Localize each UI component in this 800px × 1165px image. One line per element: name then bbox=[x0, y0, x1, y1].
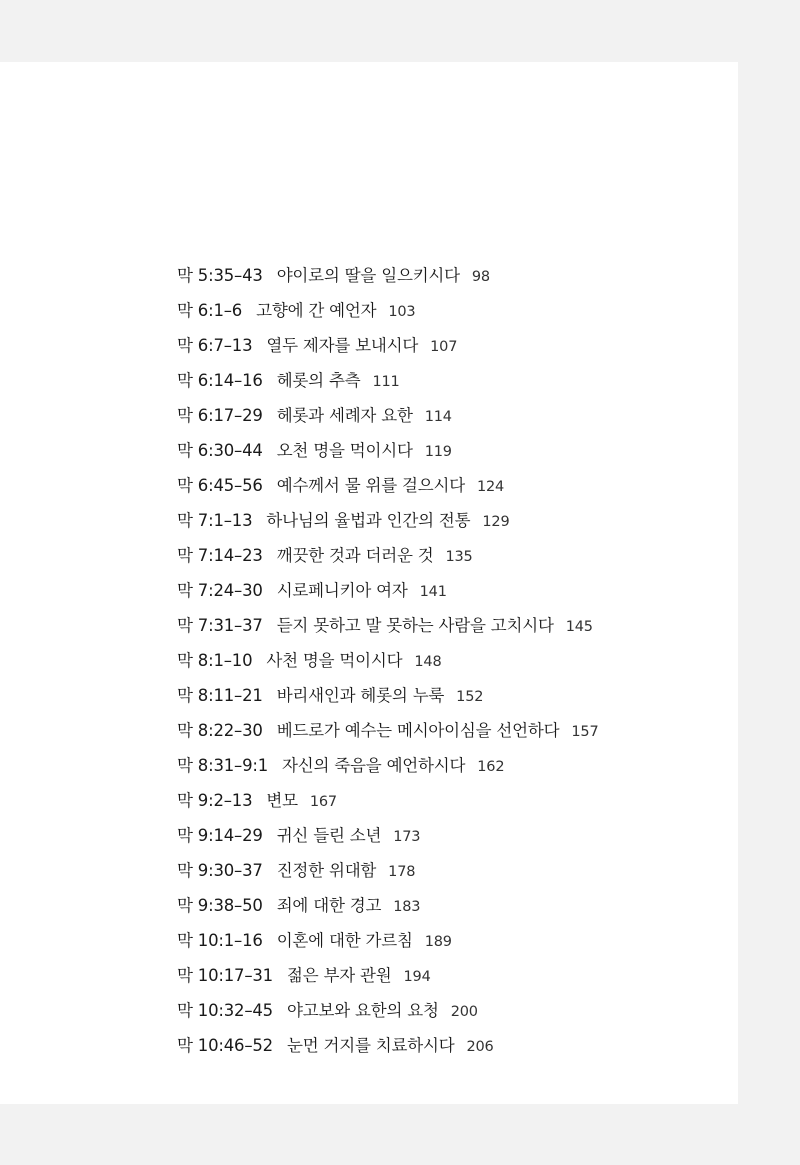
toc-page-number: 107 bbox=[430, 339, 458, 355]
toc-title: 고향에 간 예언자 bbox=[256, 301, 377, 320]
toc-title: 시로페니키아 여자 bbox=[276, 581, 408, 600]
toc-page-number: 194 bbox=[403, 969, 431, 985]
toc-title: 변모 bbox=[266, 791, 298, 810]
toc-entry bbox=[177, 608, 598, 643]
toc-entry bbox=[177, 713, 598, 748]
toc-title: 깨끗한 것과 더러운 것 bbox=[276, 546, 434, 565]
toc-entry bbox=[177, 678, 598, 713]
toc-page-number: 148 bbox=[414, 654, 442, 670]
toc-page-number: 114 bbox=[424, 409, 452, 425]
toc-entry bbox=[177, 363, 598, 398]
toc-title: 베드로가 예수는 메시아이심을 선언하다 bbox=[276, 721, 560, 740]
toc-entry bbox=[177, 748, 598, 783]
toc-page-number: 157 bbox=[571, 724, 599, 740]
toc-entry bbox=[177, 503, 598, 538]
toc-entry bbox=[177, 433, 598, 468]
toc-title: 헤롯의 추측 bbox=[276, 371, 361, 390]
toc-page-number: 183 bbox=[393, 899, 421, 915]
toc-page-number: 103 bbox=[388, 304, 416, 320]
toc-passage-ref: 막 6:30–44 bbox=[177, 441, 263, 460]
toc-title: 열두 제자를 보내시다 bbox=[266, 336, 419, 355]
toc-page-number: 206 bbox=[466, 1039, 494, 1055]
toc-title: 오천 명을 먹이시다 bbox=[276, 441, 413, 460]
toc-page-number: 135 bbox=[445, 549, 473, 565]
toc-entry bbox=[177, 398, 598, 433]
toc-entry bbox=[177, 328, 598, 363]
toc-entry bbox=[177, 958, 598, 993]
toc-entry bbox=[177, 1028, 598, 1063]
toc-title: 귀신 들린 소년 bbox=[276, 826, 382, 845]
toc-passage-ref: 막 9:14–29 bbox=[177, 826, 263, 845]
toc-passage-ref: 막 6:1–6 bbox=[177, 301, 243, 320]
toc-page-number: 119 bbox=[424, 444, 452, 460]
toc-passage-ref: 막 8:11–21 bbox=[177, 686, 263, 705]
toc-title: 젊은 부자 관원 bbox=[286, 966, 392, 985]
toc-title: 눈먼 거지를 치료하시다 bbox=[286, 1036, 455, 1055]
toc-passage-ref: 막 7:14–23 bbox=[177, 546, 263, 565]
toc-passage-ref: 막 8:31–9:1 bbox=[177, 756, 269, 775]
toc-title: 이혼에 대한 가르침 bbox=[276, 931, 413, 950]
toc-entry bbox=[177, 293, 598, 328]
toc-title: 예수께서 물 위를 걸으시다 bbox=[276, 476, 465, 495]
toc-page-number: 111 bbox=[372, 374, 400, 390]
toc-passage-ref: 막 9:2–13 bbox=[177, 791, 253, 810]
toc-passage-ref: 막 6:7–13 bbox=[177, 336, 253, 355]
toc-page-number: 189 bbox=[424, 934, 452, 950]
toc-entry bbox=[177, 888, 598, 923]
toc-passage-ref: 막 7:31–37 bbox=[177, 616, 263, 635]
toc-passage-ref: 막 6:14–16 bbox=[177, 371, 263, 390]
toc-passage-ref: 막 10:46–52 bbox=[177, 1036, 273, 1055]
toc-title: 죄에 대한 경고 bbox=[276, 896, 382, 915]
toc-page-number: 178 bbox=[388, 864, 416, 880]
toc-entry bbox=[177, 468, 598, 503]
toc-title: 야이로의 딸을 일으키시다 bbox=[276, 266, 460, 285]
toc-entry bbox=[177, 573, 598, 608]
toc-title: 야고보와 요한의 요청 bbox=[286, 1001, 439, 1020]
toc-title: 바리새인과 헤롯의 누룩 bbox=[276, 686, 445, 705]
toc-title: 사천 명을 먹이시다 bbox=[266, 651, 403, 670]
toc-page-number: 124 bbox=[476, 479, 505, 495]
table-of-contents bbox=[177, 258, 598, 1063]
toc-passage-ref: 막 10:17–31 bbox=[177, 966, 273, 985]
toc-page-number: 152 bbox=[456, 689, 484, 705]
toc-title: 듣지 못하고 말 못하는 사람을 고치시다 bbox=[276, 616, 554, 635]
toc-title: 진정한 위대함 bbox=[276, 861, 377, 880]
book-page bbox=[0, 62, 738, 1104]
toc-entry bbox=[177, 853, 598, 888]
toc-page-number: 162 bbox=[477, 759, 505, 775]
toc-entry bbox=[177, 783, 598, 818]
toc-passage-ref: 막 9:38–50 bbox=[177, 896, 263, 915]
toc-passage-ref: 막 8:1–10 bbox=[177, 651, 253, 670]
toc-passage-ref: 막 9:30–37 bbox=[177, 861, 263, 880]
toc-page-number: 200 bbox=[450, 1004, 478, 1020]
toc-entry bbox=[177, 818, 598, 853]
toc-passage-ref: 막 8:22–30 bbox=[177, 721, 263, 740]
toc-passage-ref: 막 10:32–45 bbox=[177, 1001, 273, 1020]
toc-entry bbox=[177, 923, 598, 958]
toc-passage-ref: 막 7:1–13 bbox=[177, 511, 253, 530]
toc-passage-ref: 막 7:24–30 bbox=[177, 581, 263, 600]
toc-passage-ref: 막 6:45–56 bbox=[177, 476, 263, 495]
toc-title: 하나님의 율법과 인간의 전통 bbox=[266, 511, 471, 530]
toc-passage-ref: 막 6:17–29 bbox=[177, 406, 263, 425]
toc-passage-ref: 막 5:35–43 bbox=[177, 266, 263, 285]
toc-page-number: 141 bbox=[419, 584, 447, 600]
toc-entry bbox=[177, 643, 598, 678]
toc-page-number: 129 bbox=[482, 514, 510, 530]
toc-page-number: 98 bbox=[471, 269, 490, 285]
toc-title: 자신의 죽음을 예언하시다 bbox=[282, 756, 466, 775]
toc-page-number: 145 bbox=[565, 619, 593, 635]
toc-page-number: 173 bbox=[393, 829, 421, 845]
toc-passage-ref: 막 10:1–16 bbox=[177, 931, 263, 950]
toc-entry bbox=[177, 258, 598, 293]
toc-page-number: 167 bbox=[309, 794, 337, 810]
toc-entry bbox=[177, 993, 598, 1028]
toc-title: 헤롯과 세례자 요한 bbox=[276, 406, 413, 425]
toc-entry bbox=[177, 538, 598, 573]
